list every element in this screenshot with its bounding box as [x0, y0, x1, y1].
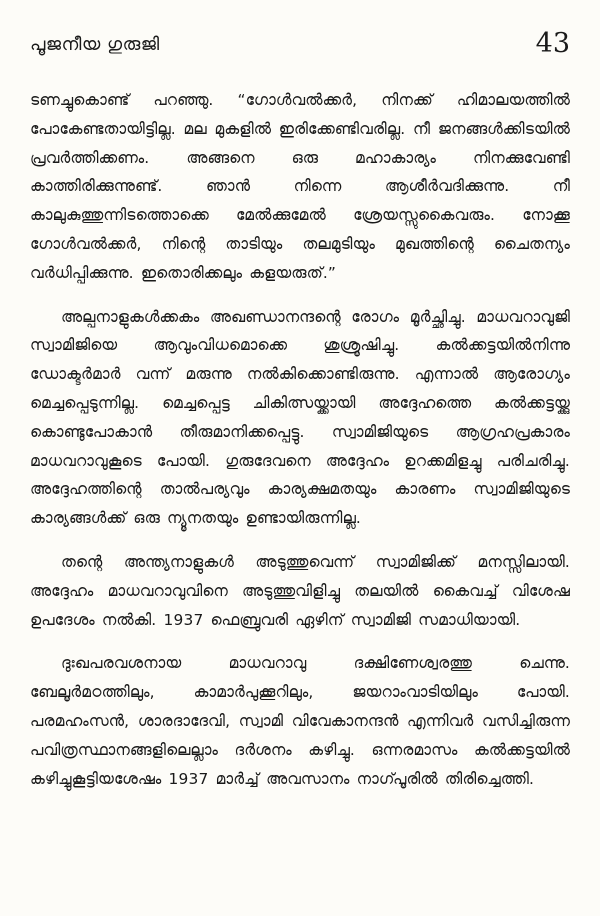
page-header [30, 28, 570, 68]
page-number: 43 [535, 28, 570, 59]
paragraph: ദുഃഖപരവശനായ മാധവറാവു ദക്ഷിണേശ്വരത്തു ചെന്നു. ബേലൂർമഠത്തിലും, കാമാർപുക്കൂറിലും, ജയറാംവാടിയിലും പോയി. പരമഹംസൻ, ശാരദാദേവി, സ്വാമി വിവേകാനന്ദൻ എന്നിവർ വസിച്ചിരുന്ന പവിത്രസ്ഥാനങ്ങളിലെല്ലാം ദർശനം കഴിച്ചു. ഒന്നരമാസം കൽക്കട്ടയിൽ കഴിച്ചുകൂട്ടിയശേഷം 1937 മാർച്ച് അവസാനം നാഗ്പൂരിൽ തിരിച്ചെത്തി. [30, 654, 570, 788]
paragraph: അല്പനാളുകൾക്കകം അഖണ്ഡാനന്ദന്റെ രോഗം മൂർച്ഛിച്ചു. മാധവറാവുജി സ്വാമിജിയെ ആവുംവിധമൊക്കെ ശുശ്രൂഷിച്ചു. കൽക്കട്ടയിൽനിന്നു ഡോക്ടർമാർ വന്ന് മരുന്നു നൽകിക്കൊണ്ടിരുന്നു. എന്നാൽ ആരോഗ്യം മെച്ചപ്പെടുന്നില്ല. മെച്ചപ്പെട്ട ചികിത്സയ്ക്കായി അദ്ദേഹത്തെ കൽക്കട്ടയ്ക്കു കൊണ്ടുപോകാൻ തീരുമാനിക്കപ്പെട്ടു. സ്വാമിജിയുടെ ആഗ്രഹപ്രകാരം മാധവറാവുകൂടെ പോയി. ഗുരുദേവനെ അദ്ദേഹം ഉറക്കമിളച്ചു പരിചരിച്ചു. അദ്ദേഹത്തിന്റെ താൽപര്യവും കാര്യക്ഷമതയും കാരണം സ്വാമിജിയുടെ കാര്യങ്ങൾക്ക് ഒരു ന്യൂനതയും ഉണ്ടായിരുന്നില്ല. [30, 307, 570, 528]
paragraph-continued: ടണച്ചുകൊണ്ട് പറഞ്ഞു. “ഗോൾവൽക്കർ, നിനക്ക് ഹിമാലയത്തിൽ പോകേണ്ടതായിട്ടില്ല. മല മുകളിൽ ഇരിക്കേണ്ടിവരില്ല. നീ ജനങ്ങൾക്കിടയിൽ പ്രവർത്തിക്കണം. അങ്ങനെ ഒരു മഹാകാര്യം നിനക്കുവേണ്ടി കാത്തിരിക്കുന്നുണ്ട്. ഞാൻ നിന്നെ ആശീർവദിക്കുന്നു. നീ കാലുകുത്തുന്നിടത്തൊക്കെ മേൽക്കുമേൽ ശ്രേയസ്സുകൈവരും. നോക്കൂ ഗോൾവൽക്കർ, നിന്റെ താടിയും തലമുടിയും മുഖത്തിന്റെ ചൈതന്യം വർധിപ്പിക്കുന്നു. ഇതൊരിക്കലും കളയരുത്.” [30, 91, 570, 282]
paragraph: തന്റെ അന്ത്യനാളുകൾ അടുത്തുവെന്ന് സ്വാമിജിക്ക് മനസ്സിലായി. അദ്ദേഹം മാധവറാവുവിനെ അടുത്തുവിളിച്ചു തലയിൽ കൈവച്ച് വിശേഷ ഉപദേശം നൽകി. 1937 ഫെബ്രുവരി ഏഴിന് സ്വാമിജി സമാധിയായി. [30, 552, 570, 629]
body-text [30, 86, 570, 808]
running-title: പൂജനീയ ഗുരുജി [30, 34, 160, 55]
